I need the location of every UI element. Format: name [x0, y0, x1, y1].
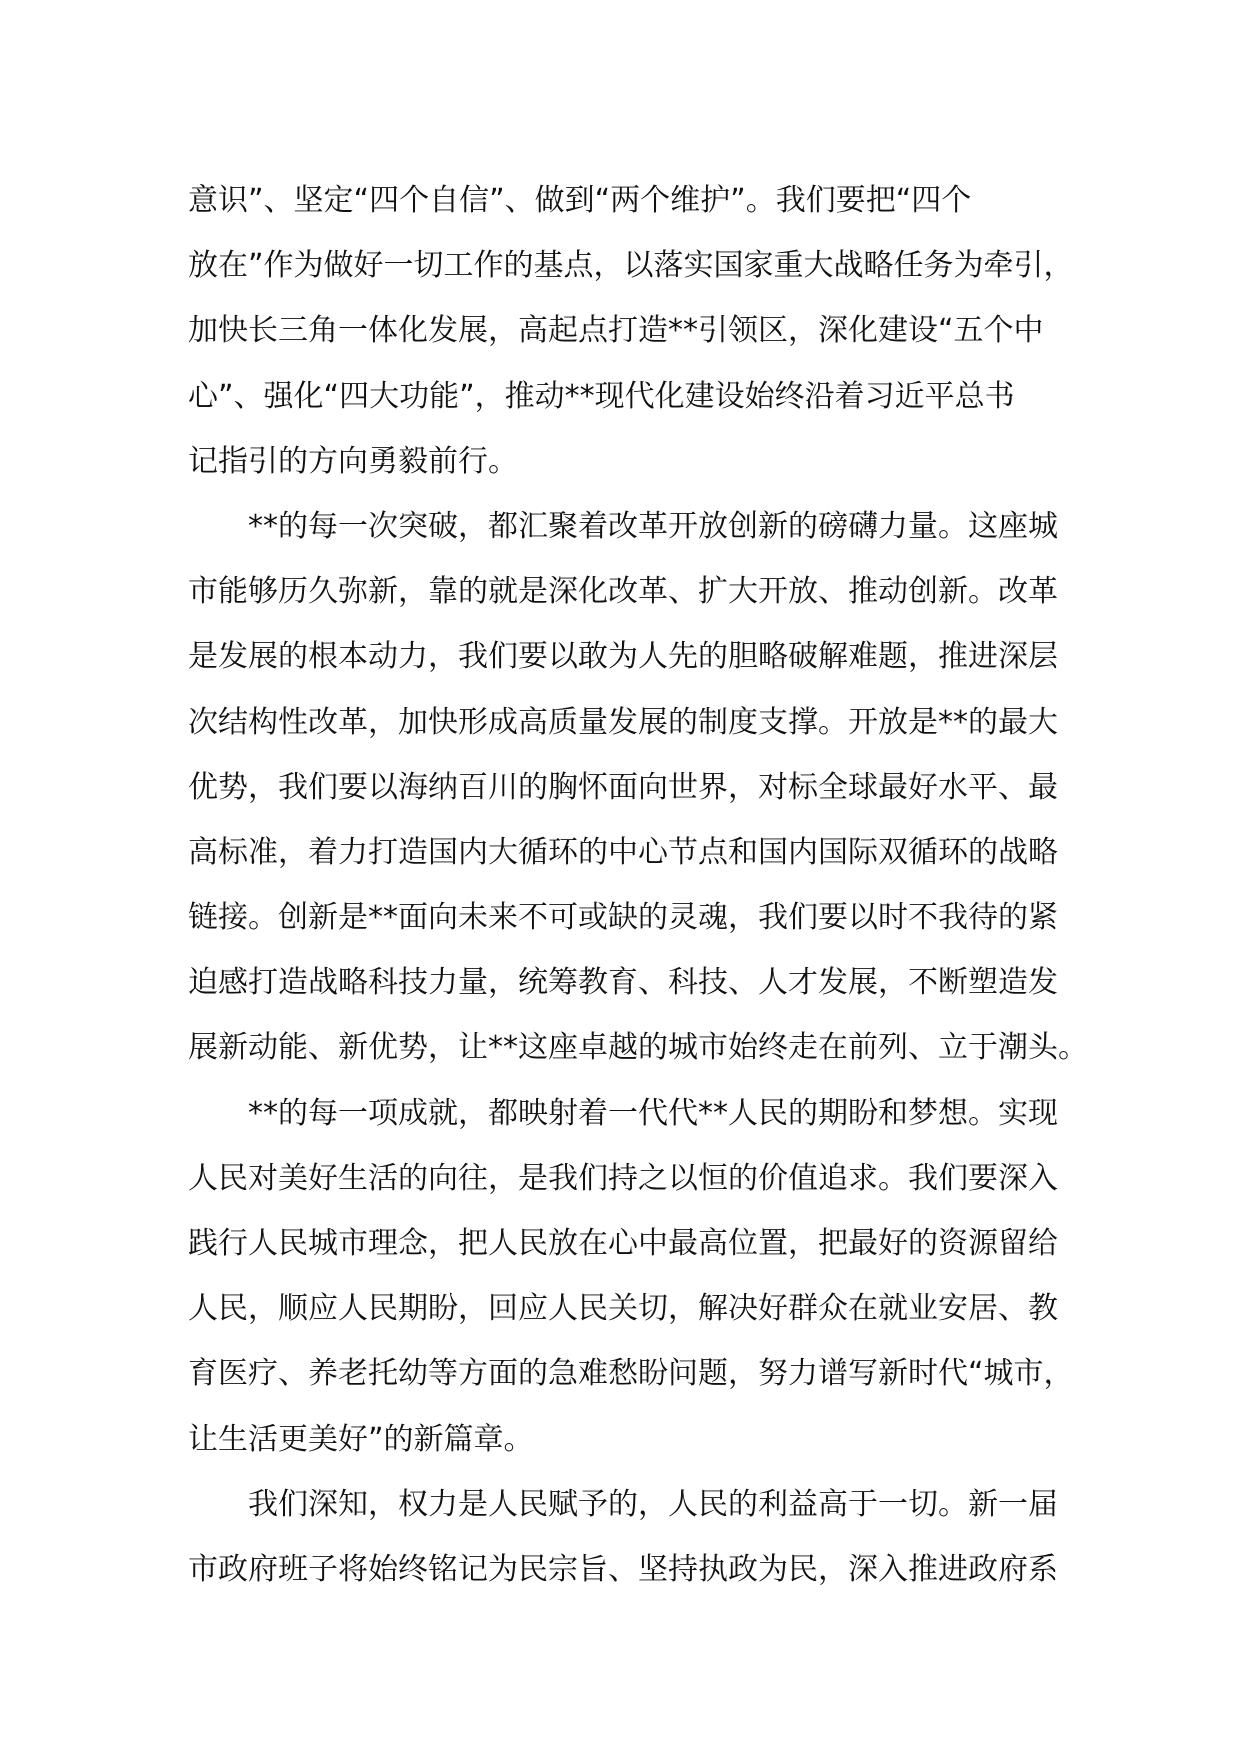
text-line: 迫感打造战略科技力量，统筹教育、科技、人才发展，不断塑造发: [188, 965, 1058, 1001]
text-line: 放在”作为做好一切工作的基点，以落实国家重大战略任务为牵引，: [188, 248, 1074, 284]
paragraph-1: [188, 168, 1074, 494]
text-line: 人民对美好生活的向往，是我们持之以恒的价值追求。我们要深入: [188, 1160, 1058, 1196]
text-line: 加快长三角一体化发展，高起点打造**引领区，深化建设“五个中: [188, 313, 1044, 349]
paragraph-4: [188, 1472, 1068, 1602]
text-line: 意识”、坚定“四个自信”、做到“两个维护”。我们要把“四个: [188, 183, 972, 218]
text-line: 践行人民城市理念，把人民放在心中最高位置，把最好的资源留给: [188, 1226, 1058, 1261]
text-line: 市能够历久弥新，靠的就是深化改革、扩大开放、推动创新。改革: [188, 574, 1058, 610]
text-line: 市政府班子将始终铭记为民宗旨、坚持执政为民，深入推进政府系: [188, 1551, 1058, 1587]
text-line: 次结构性改革，加快形成高质量发展的制度支撑。开放是**的最大: [188, 704, 1058, 740]
text-line: **的每一次突破，都汇聚着改革开放创新的磅礴力量。这座城: [248, 508, 1058, 544]
text-line: 育医疗、养老托幼等方面的急难愁盼问题，努力谱写新时代“城市，: [188, 1356, 1074, 1392]
text-line: 让生活更美好”的新篇章。: [188, 1421, 534, 1457]
text-line: 链接。创新是**面向未来不可或缺的灵魂，我们要以时不我待的紧: [188, 900, 1058, 936]
text-line: **的每一项成就，都映射着一代代**人民的期盼和梦想。实现: [248, 1095, 1058, 1131]
text-line: 记指引的方向勇毅前行。: [188, 443, 518, 479]
paragraph-3: [188, 1081, 1074, 1472]
text-line: 人民，顺应人民期盼，回应人民关切，解决好群众在就业安居、教: [188, 1291, 1058, 1327]
paragraph-2: [188, 494, 1088, 1081]
text-line: 高标准，着力打造国内大循环的中心节点和国内国际双循环的战略: [188, 834, 1058, 870]
text-line: 展新动能、新优势，让**这座卓越的城市始终走在前列、立于潮头。: [188, 1030, 1088, 1066]
text-line: 心”、强化“四大功能”，推动**现代化建设始终沿着习近平总书: [188, 378, 1015, 414]
text-line: 是发展的根本动力，我们要以敢为人先的胆略破解难题，推进深层: [188, 639, 1058, 675]
document-body: [188, 168, 1088, 1602]
text-line: 我们深知，权力是人民赋予的，人民的利益高于一切。新一届: [248, 1486, 1058, 1522]
text-line: 优势，我们要以海纳百川的胸怀面向世界，对标全球最好水平、最: [188, 769, 1058, 805]
